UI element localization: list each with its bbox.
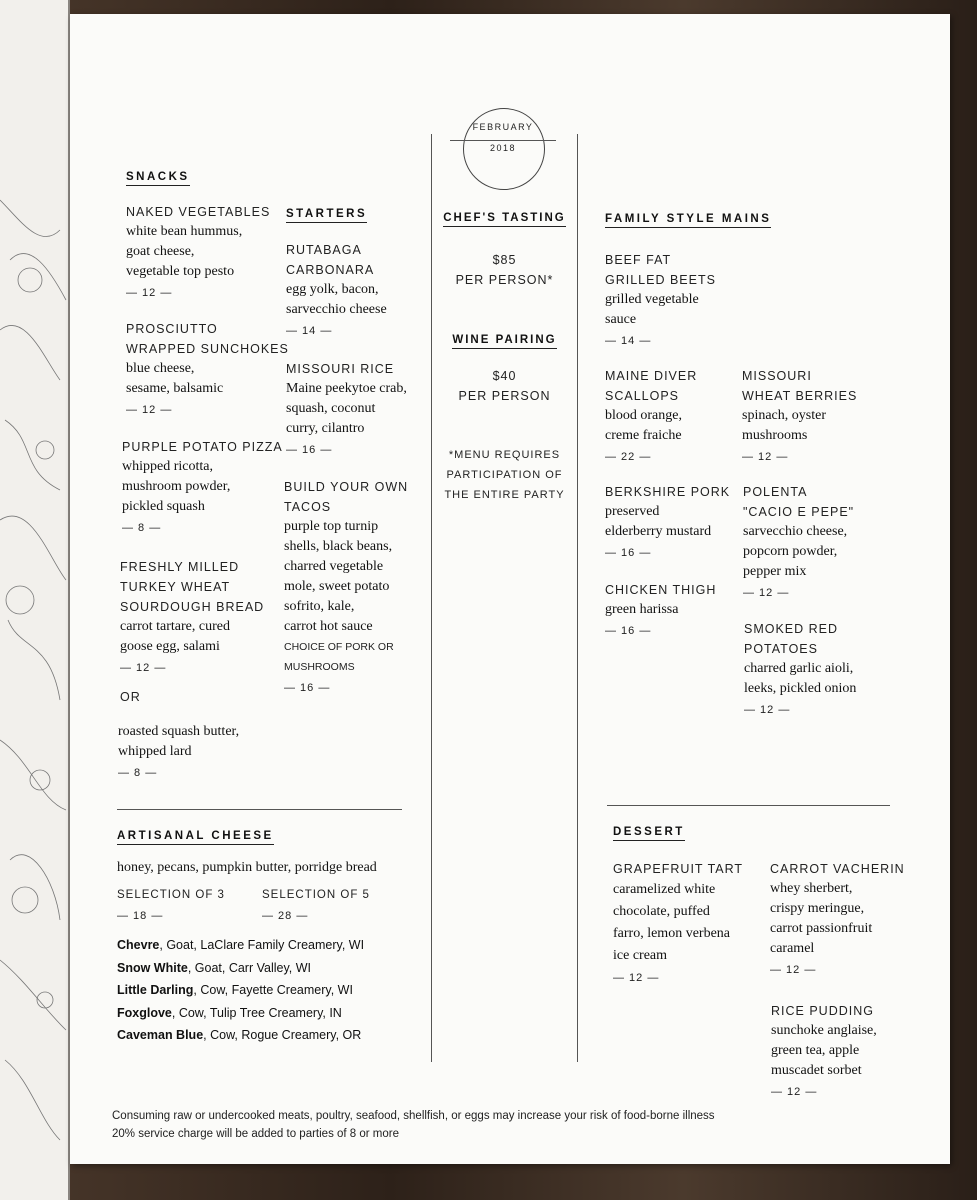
dessert-heading: DESSERT — [613, 822, 685, 841]
cheese-divider — [117, 809, 402, 810]
main-item: BERKSHIRE PORK preserved elderberry mustard — 16 — — [605, 485, 731, 559]
cheese-list-item: Foxglove, Cow, Tulip Tree Creamery, IN — [117, 1005, 342, 1020]
main-item: CHICKEN THIGH green harissa — 16 — — [605, 583, 717, 637]
dessert-item: GRAPEFRUIT TART caramelized white chocolate, puffed farro, lemon verbena ice cream — 12 — — [613, 862, 744, 984]
starter-item: MISSOURI RICE Maine peekytoe crab, squash, coconut curry, cilantro — 16 — — [286, 362, 407, 456]
snack-item: PROSCIUTTO WRAPPED SUNCHOKES blue cheese, sesame, balsamic — 12 — — [126, 322, 289, 416]
starter-item: RUTABAGA CARBONARA egg yolk, bacon, sarvecchio cheese — 14 — — [286, 243, 387, 337]
menu-page — [70, 14, 950, 1164]
badge-year: 2018 — [489, 143, 517, 153]
cheese-heading: ARTISANAL CHEESE — [117, 826, 274, 845]
snack-item: FRESHLY MILLED TURKEY WHEAT SOURDOUGH BREAD carrot tartare, cured goose egg, salami — 12 — — [120, 560, 265, 674]
footer-notice: Consuming raw or undercooked meats, poultry, seafood, shellfish, or eggs may increase your risk of food-borne illness 20% service charge will be added to parties of 8 or more — [112, 1110, 715, 1140]
starters-heading: STARTERS — [286, 204, 367, 223]
or-label: OR — [120, 690, 141, 704]
left-page-illustration — [0, 0, 70, 1200]
snack-item: NAKED VEGETABLES white bean hummus, goat cheese, vegetable top pesto — 12 — — [126, 205, 271, 299]
tasting-per-person: PER PERSON* — [455, 273, 554, 287]
cheese-list-item: Little Darling, Cow, Fayette Creamery, WI — [117, 983, 353, 997]
cheese-selection-3: SELECTION OF 3 — 18 — — [117, 889, 225, 922]
wine-pairing-price: $40 — [492, 369, 517, 383]
cheese-list — [117, 934, 427, 1047]
badge-month: FEBRUARY — [472, 122, 534, 132]
main-item: SMOKED RED POTATOES charred garlic aioli, leeks, pickled onion — 12 — — [744, 622, 857, 716]
tasting-heading: CHEF'S TASTING — [432, 208, 577, 227]
cheese-selection-5: SELECTION OF 5 — 28 — — [262, 889, 370, 922]
dessert-item: RICE PUDDING sunchoke anglaise, green tea, apple muscadet sorbet — 12 — — [771, 1004, 877, 1098]
snack-item: PURPLE POTATO PIZZA whipped ricotta, mushroom powder, pickled squash — 8 — — [122, 440, 283, 534]
tasting-price: $85 — [492, 253, 517, 267]
wine-pairing-per-person: PER PERSON — [458, 389, 551, 403]
main-item: BEEF FAT GRILLED BEETS grilled vegetable sauce — 14 — — [605, 253, 716, 347]
main-item: MAINE DIVER SCALLOPS blood orange, creme fraiche — 22 — — [605, 369, 698, 463]
mains-heading: FAMILY STYLE MAINS — [605, 209, 771, 228]
dessert-item: CARROT VACHERIN whey sherbert, crispy meringue, carrot passionfruit caramel — 12 — — [770, 862, 905, 976]
main-item: POLENTA "CACIO E PEPE" sarvecchio cheese, popcorn powder, pepper mix — 12 — — [743, 485, 855, 599]
wine-pairing-heading: WINE PAIRING — [432, 330, 577, 349]
cheese-list-item: Caveman Blue, Cow, Rogue Creamery, OR — [117, 1028, 362, 1042]
tasting-note: *MENU REQUIRES PARTICIPATION OF THE ENTIRE PARTY — [444, 449, 565, 501]
cheese-description: honey, pecans, pumpkin butter, porridge bread — [117, 860, 377, 875]
column-divider-right — [577, 134, 578, 1062]
starter-item: BUILD YOUR OWN TACOS purple top turnip shells, black beans, charred vegetable mole, sweet potato sofrito, kale, carrot hot sauce CHOICE OF PORK OR MUSHROOMS — 16 — — [284, 480, 409, 694]
main-item: MISSOURI WHEAT BERRIES spinach, oyster mushrooms — 12 — — [742, 369, 858, 463]
snacks-heading: SNACKS — [126, 167, 190, 186]
cheese-list-item: Chevre, Goat, LaClare Family Creamery, WI — [117, 938, 365, 952]
snack-item: roasted squash butter, whipped lard — 8 — — [118, 724, 240, 779]
dessert-divider — [607, 805, 890, 806]
cheese-list-item: Snow White, Goat, Carr Valley, WI — [117, 960, 312, 975]
